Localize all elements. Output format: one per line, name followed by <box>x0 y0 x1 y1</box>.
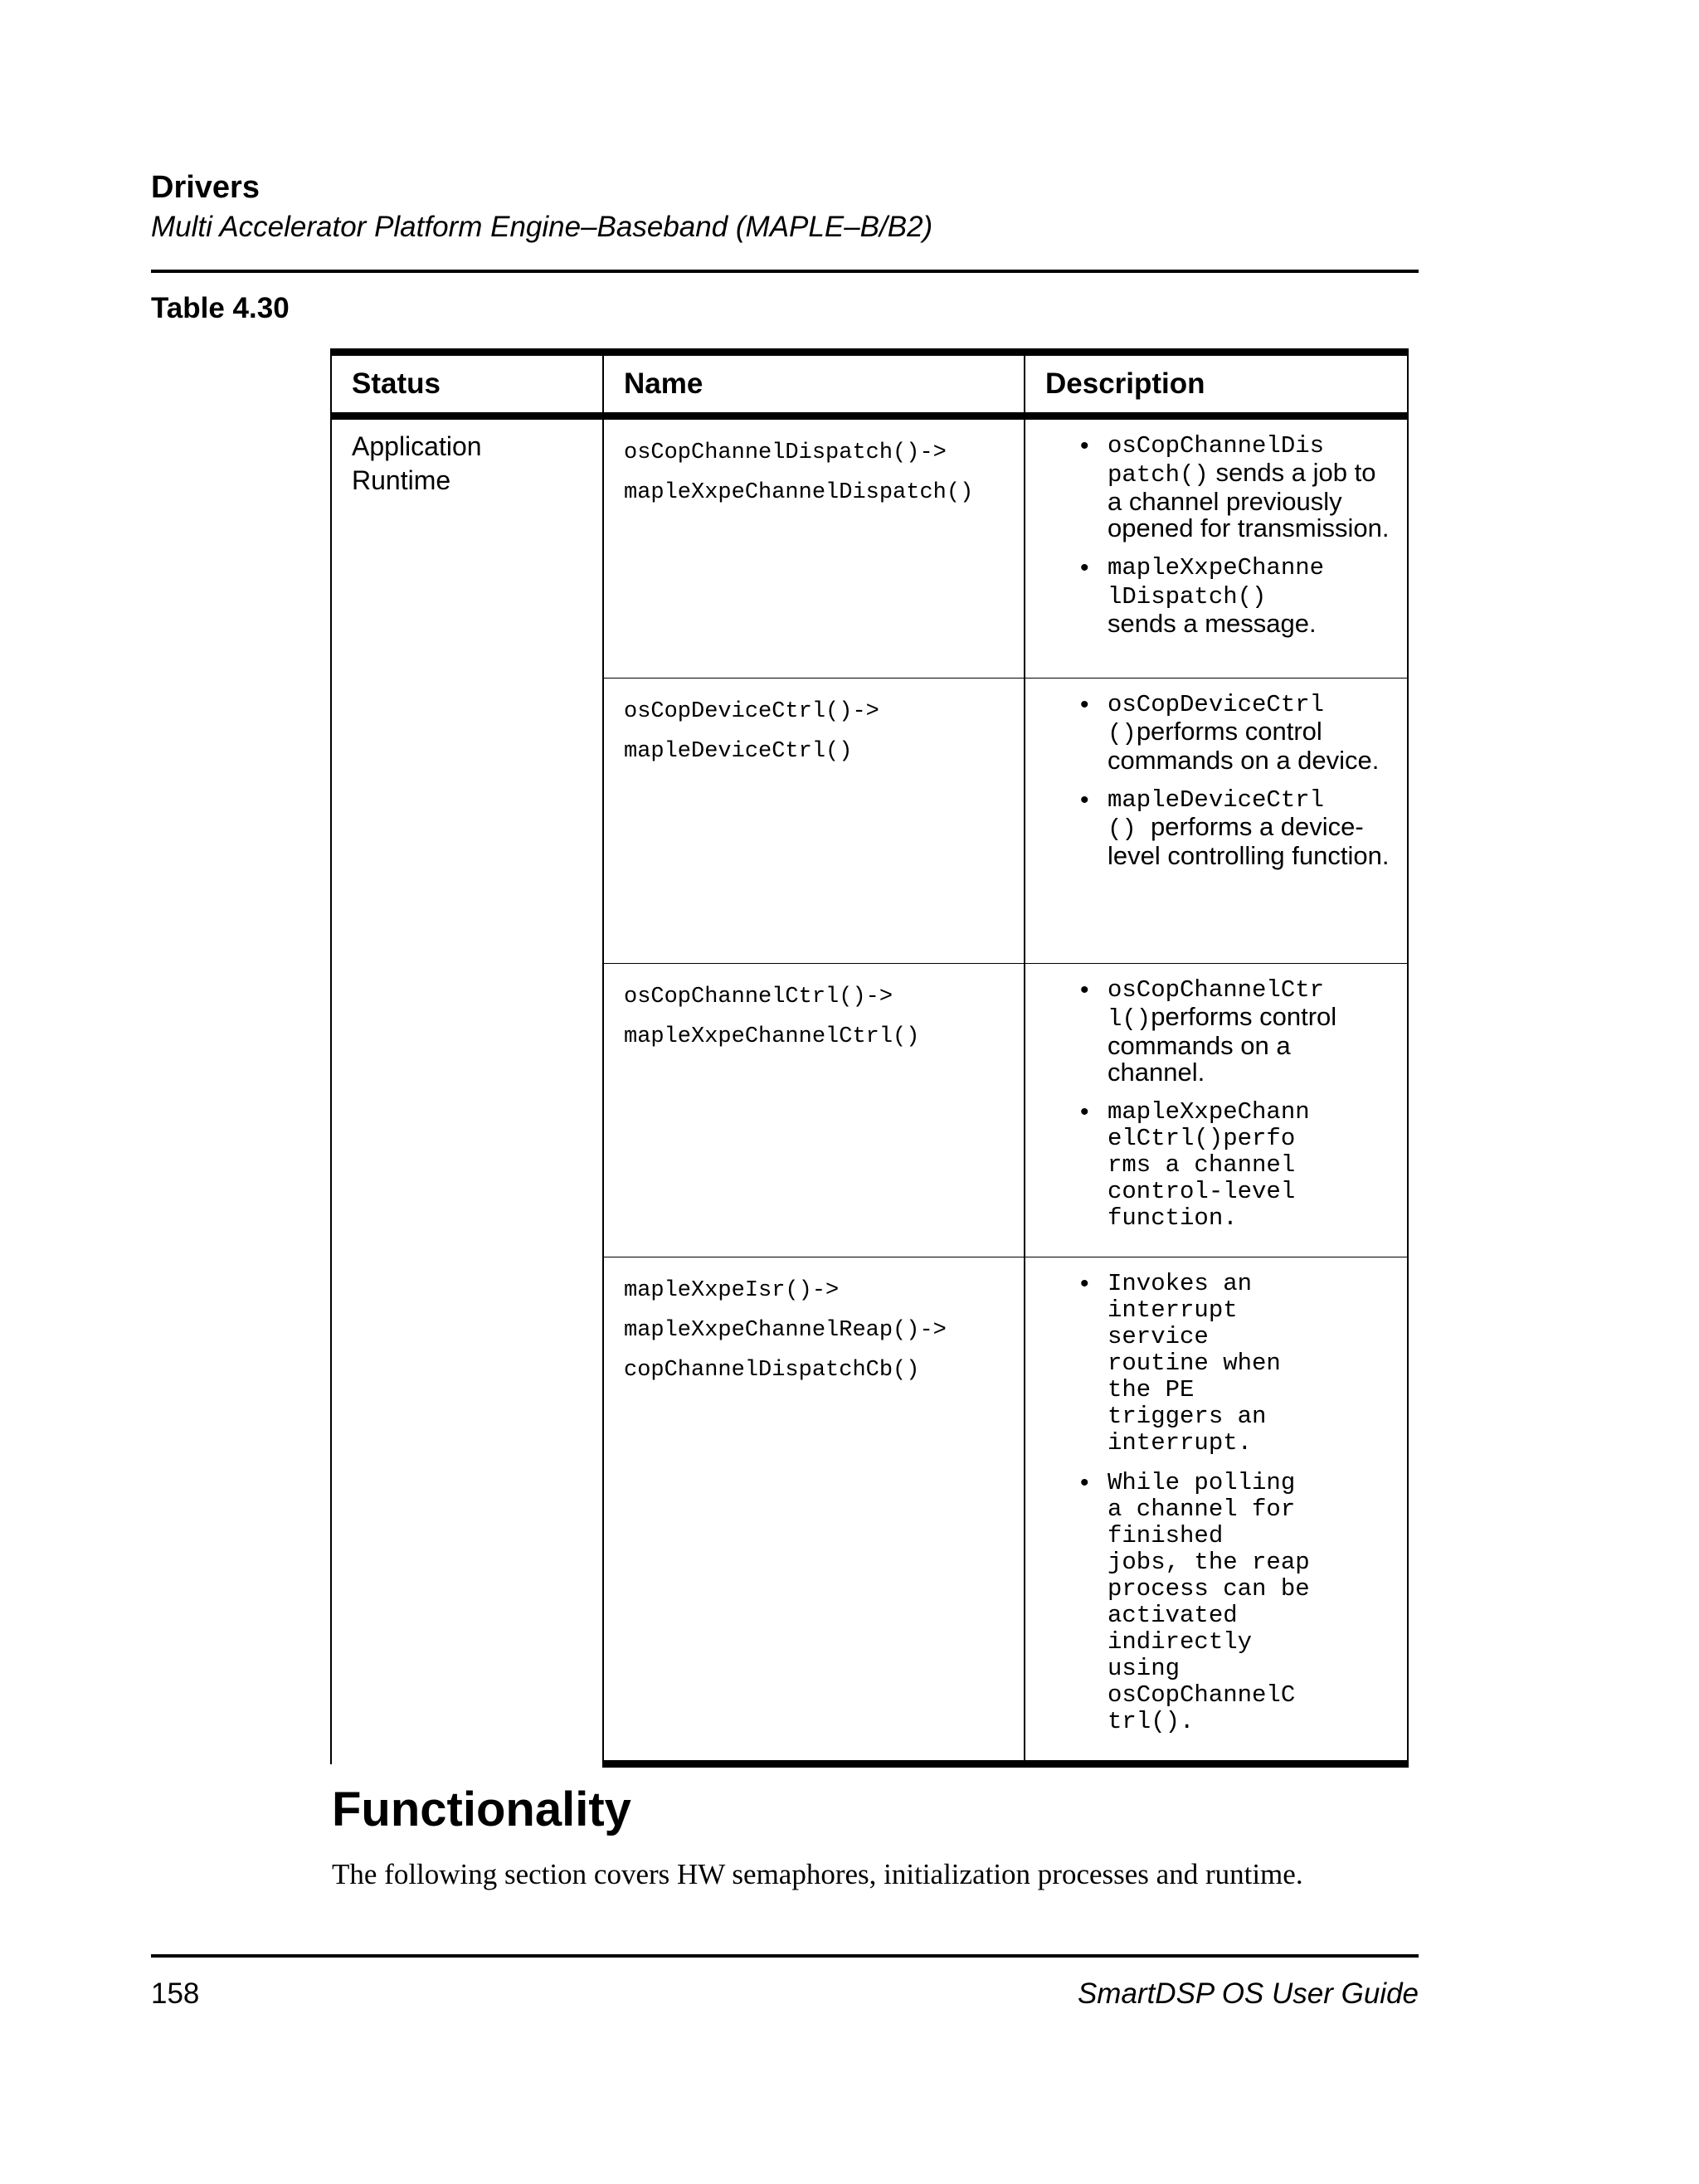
description-bullet <box>1025 1099 1390 1232</box>
description-bullet <box>1025 433 1390 542</box>
function-name: osCopChannelCtrl()-> <box>624 985 893 1009</box>
name-cell <box>603 679 1025 964</box>
description-cell <box>1025 679 1408 964</box>
function-name: mapleXxpeIsr()-> <box>624 1278 840 1303</box>
table-row <box>331 416 1408 679</box>
description-text: While polling a channel for finished jobs, the reap process can be activated indirectly using osCopChannelC trl(). <box>1108 1469 1310 1735</box>
running-header-title: Drivers <box>151 170 260 205</box>
description-code: osCopChannelCtr l() <box>1108 976 1325 1033</box>
description-bullet <box>1025 977 1390 1086</box>
running-header-subtitle: Multi Accelerator Platform Engine–Baseband (MAPLE–B/B2) <box>151 211 933 243</box>
status-line: Runtime <box>352 465 451 495</box>
function-name: mapleXxpeChannelCtrl() <box>624 1024 920 1049</box>
description-cell <box>1025 1257 1408 1764</box>
function-name: copChannelDispatchCb() <box>624 1358 920 1383</box>
description-text: performs control commands on a channel. <box>1108 1002 1344 1087</box>
column-header-description: Description <box>1025 353 1408 416</box>
description-text: sends a job to a channel previously opened for transmission. <box>1108 458 1390 542</box>
table-header-row <box>331 353 1408 416</box>
function-name: mapleDeviceCtrl() <box>624 739 853 764</box>
description-text: performs a device-level controlling function. <box>1108 812 1390 870</box>
header-rule <box>151 270 1419 273</box>
description-text: sends a message. <box>1108 609 1317 638</box>
status-cell <box>331 416 603 1764</box>
description-bullet <box>1025 555 1390 637</box>
function-name: mapleXxpeChannelReap()-> <box>624 1318 947 1343</box>
status-line: Application <box>352 431 482 461</box>
description-bullet <box>1025 787 1390 869</box>
column-header-name: Name <box>603 353 1025 416</box>
footer-rule <box>151 1954 1419 1958</box>
description-text: Invokes an interrupt service routine when the PE triggers an interrupt. <box>1108 1270 1281 1457</box>
footer-title: SmartDSP OS User Guide <box>1077 1977 1419 2010</box>
table-label: Table 4.30 <box>151 292 290 324</box>
description-code: osCopDeviceCtrl () <box>1108 691 1325 747</box>
description-bullet <box>1025 692 1390 774</box>
name-cell <box>603 1257 1025 1764</box>
description-bullet <box>1025 1271 1390 1457</box>
name-cell <box>603 416 1025 679</box>
description-code: osCopChannelDis patch() <box>1108 432 1325 489</box>
function-name: mapleXxpeChannelDispatch() <box>624 480 974 505</box>
description-text: performs control commands on a device. <box>1108 717 1380 775</box>
description-cell <box>1025 964 1408 1257</box>
description-code: mapleXxpeChanne lDispatch() <box>1108 554 1325 610</box>
name-cell <box>603 964 1025 1257</box>
function-name: osCopDeviceCtrl()-> <box>624 699 879 724</box>
description-text: mapleXxpeChann elCtrl()perfo rms a channel control-level function. <box>1108 1098 1310 1232</box>
function-name: osCopChannelDispatch()-> <box>624 440 947 465</box>
page-number: 158 <box>151 1977 200 2010</box>
description-cell <box>1025 416 1408 679</box>
description-code: mapleDeviceCtrl () <box>1108 786 1325 843</box>
section-heading: Functionality <box>332 1783 631 1836</box>
description-bullet <box>1025 1470 1390 1735</box>
section-body: The following section covers HW semaphores, initialization processes and runtime. <box>332 1858 1303 1890</box>
column-header-status: Status <box>331 353 603 416</box>
api-table <box>330 348 1409 1768</box>
